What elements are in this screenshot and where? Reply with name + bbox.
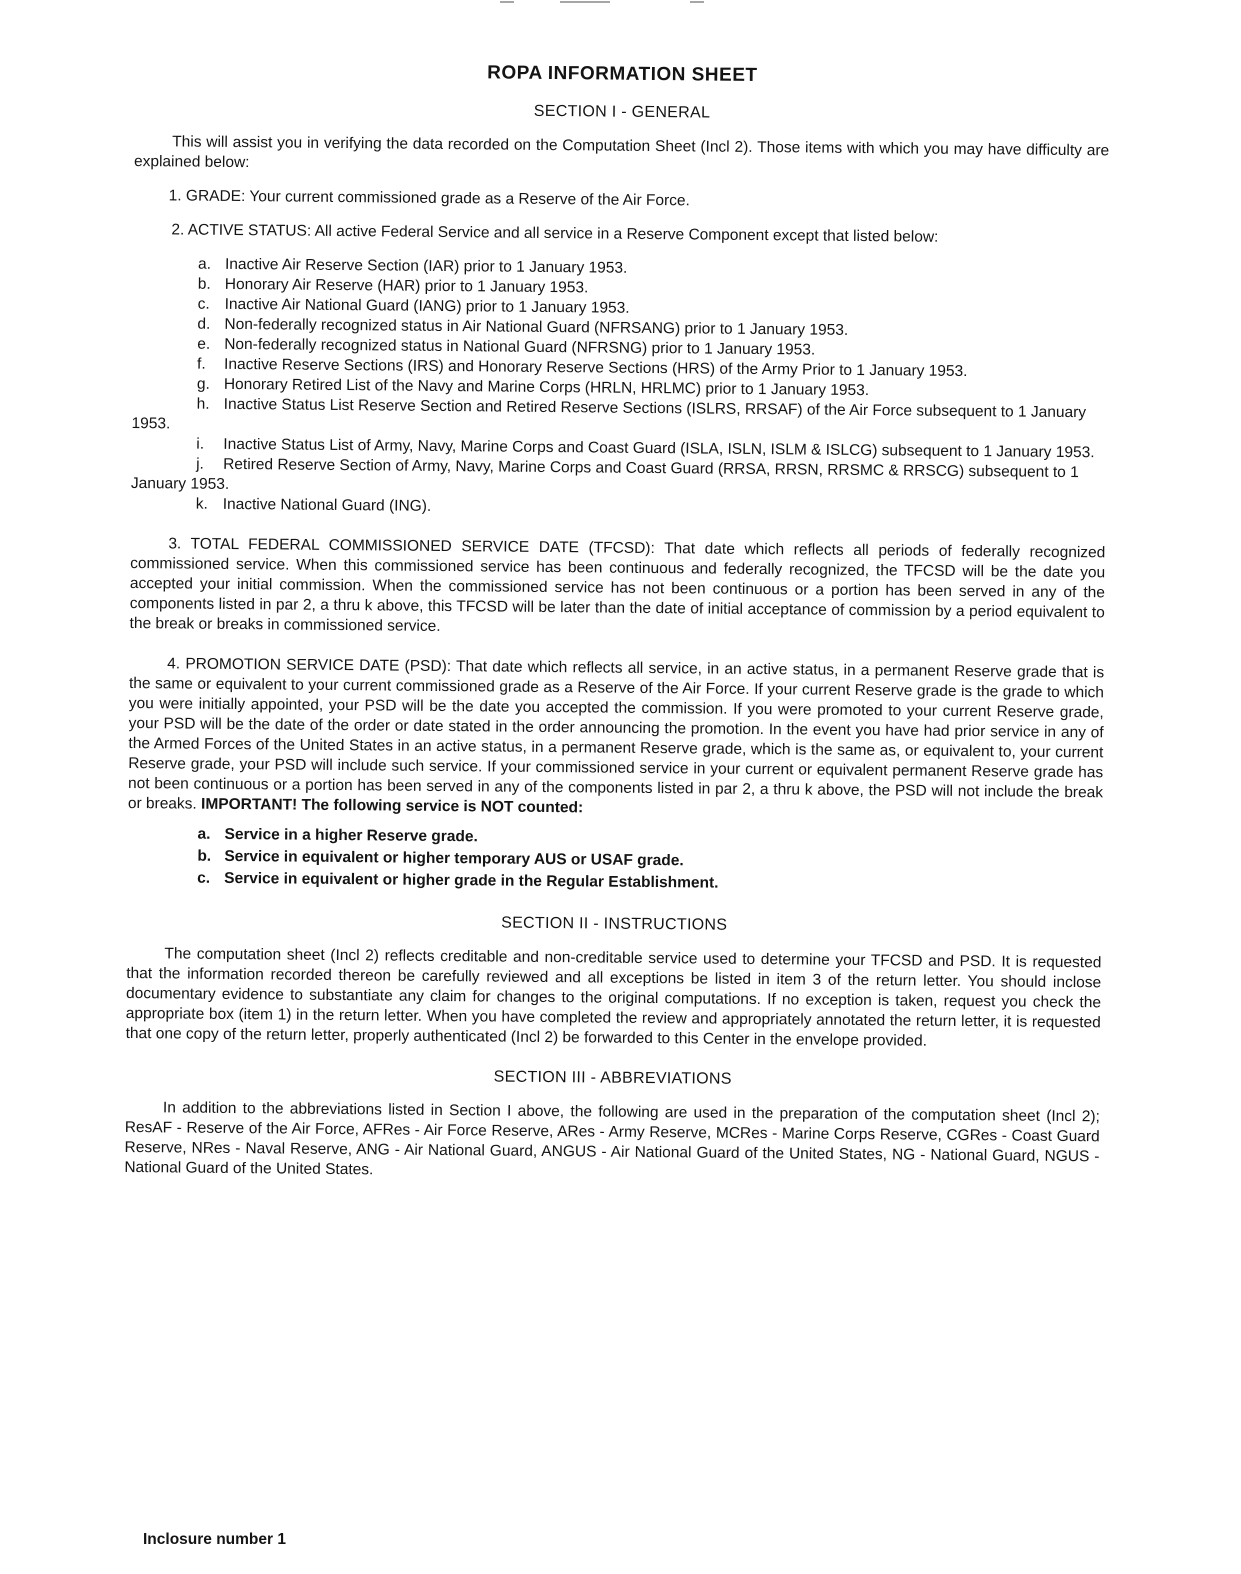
list-item-text: Non-federally recognized status in Air National Guard (NFRSANG) prior to 1 January 1953. <box>224 315 849 339</box>
section-3-text: In addition to the abbreviations listed in Section I above, the following are used in the preparation of the computation sheet (Incl 2); ResAF - Reserve of the Air Force, AFRes - Air Force Reserve, ARes - Army Reserve, MCRes - Marine Corps Reserve, CGRes - Coast Guard Reserve, NRes - Naval Reserve, ANG - Air National Guard, ANGUS - Air National Guard of the United States, NG - National Guard, NGUS - National Guard of the United States. <box>124 1099 1100 1179</box>
list-item-text: Inactive Air National Guard (IANG) prior to 1 January 1953. <box>224 295 630 317</box>
list-item-letter: a. <box>197 825 211 843</box>
active-status-exclusions-list <box>131 254 1108 523</box>
list-item-text: Non-federally recognized status in National Guard (NFRSNG) prior to 1 January 1953. <box>224 335 816 359</box>
list-item-text: Inactive Status List of Army, Navy, Marine Corps and Coast Guard (ISLA, ISLN, ISLM & ISLCG) subsequent to 1 January 1953. <box>223 435 1095 462</box>
list-item-letter: g. <box>196 375 210 393</box>
list-item-text: Service in equivalent or higher temporary AUS or USAF grade. <box>224 847 684 870</box>
list-item-text: Inactive Air Reserve Section (IAR) prior to 1 January 1953. <box>224 255 628 277</box>
list-item-letter: a. <box>197 255 212 273</box>
section-1-heading: SECTION I - GENERAL <box>533 102 711 122</box>
section-1-intro: This will assist you in verifying the data recorded on the Computation Sheet (Incl 2). Those items with which you may have difficulty are explained below: <box>133 133 1110 172</box>
list-item-text: Service in a higher Reserve grade. <box>224 825 478 846</box>
important-note: IMPORTANT! The following service is NOT counted: <box>201 795 584 817</box>
list-item-text: Retired Reserve Section of Army, Navy, Marine Corps and Coast Guard (RRSA, RRSN, RRSMC & RRSCG) subsequent to 1 January 1953. <box>130 455 1079 493</box>
document-title: ROPA INFORMATION SHEET <box>487 62 758 86</box>
list-item-letter: i. <box>196 435 205 453</box>
paragraph-active-status: 2. ACTIVE STATUS: All active Federal Service and all service in a Reserve Component except that listed below: <box>171 221 939 246</box>
paragraph-psd-text: 4. PROMOTION SERVICE DATE (PSD): That date which reflects all service, in an active status, in a permanent Reserve grade that is the same or equivalent to your current commissioned grade as a Reserve of the Air Force. If your current Reserve grade is the grade to which you were initially appointed, your PSD will be the date you accepted the commission. If you were promoted to your current Reserve grade, your PSD will be the date of the order or date stated in the order announcing the promotion. In the event you have had prior service in any of the Armed Forces of the United States in an active status, in a permanent Reserve grade, which is the same as, or equivalent to, your current Reserve grade, your PSD will include such service. If your commissioned service in your current or equivalent permanent Reserve grade has not been continuous or a portion has been served in any of the components listed in par 2, a thru k above, the PSD will not include the break or breaks. <box>127 655 1105 813</box>
list-item-text: Honorary Air Reserve (HAR) prior to 1 January 1953. <box>224 275 589 297</box>
document-page <box>124 60 1110 1187</box>
section-2-heading: SECTION II - INSTRUCTIONS <box>501 914 728 934</box>
paragraph-psd <box>128 654 1104 823</box>
section-3-heading: SECTION III - ABBREVIATIONS <box>493 1068 732 1088</box>
list-item-letter: j. <box>196 455 204 473</box>
list-item-letter: b. <box>197 847 212 865</box>
list-item-letter: k. <box>195 495 208 513</box>
list-item-text: Inactive National Guard (ING). <box>222 495 432 515</box>
list-item-letter: c. <box>197 295 210 313</box>
not-counted-list <box>127 824 1103 897</box>
paragraph-tfcsd: 3. TOTAL FEDERAL COMMISSIONED SERVICE DATE (TFCSD): That date which reflects all periods of federally recognized commissioned service. When this commissioned service has been continuous and federally recognized, the TFCSD will be the date you accepted your initial commission. When the commissioned service has not been continuous or a portion has been served in any of the components listed in par 2, a thru k above, this TFCSD will be later than the date of initial acceptance of commission by a period equivalent to the break or breaks in commissioned service. <box>129 535 1106 635</box>
list-item-text: Service in equivalent or higher grade in the Regular Establishment. <box>224 869 719 892</box>
list-item-letter: h. <box>196 395 210 413</box>
inclosure-label: Inclosure number 1 <box>143 1531 286 1548</box>
top-edge-scan-mark <box>500 0 710 6</box>
list-item-letter: e. <box>197 335 211 353</box>
list-item-text: Inactive Status List Reserve Section and Retired Reserve Sections (ISLRS, RRSAF) of the Air Force subsequent to 1 January 1953. <box>131 395 1087 433</box>
section-2-text: The computation sheet (Incl 2) reflects creditable and non-creditable service used to determine your TFCSD and PSD. It is requested that the information recorded thereon be carefully reviewed and all exceptions be listed in item 3 of the return letter. You should inclose documentary evidence to substantiate any claim for changes to the original computations. If no exception is taken, request you check the appropriate box (item 1) in the return letter. When you have completed the review and appropriately annotated the return letter, it is requested that one copy of the return letter, properly authenticated (Incl 2) be forwarded to this Center in the envelope provided. <box>125 945 1102 1050</box>
list-item-letter: d. <box>197 315 211 333</box>
list-item-letter: f. <box>197 355 206 373</box>
list-item-letter: b. <box>197 275 211 293</box>
list-item-text: Honorary Retired List of the Navy and Marine Corps (HRLN, HRLMC) prior to 1 January 1953. <box>223 375 870 400</box>
list-item-text: Inactive Reserve Sections (IRS) and Honorary Reserve Sections (HRS) of the Army Prior to 1 January 1953. <box>224 355 968 381</box>
paragraph-grade: 1. GRADE: Your current commissioned grade as a Reserve of the Air Force. <box>168 187 690 210</box>
list-item-letter: c. <box>197 869 211 887</box>
